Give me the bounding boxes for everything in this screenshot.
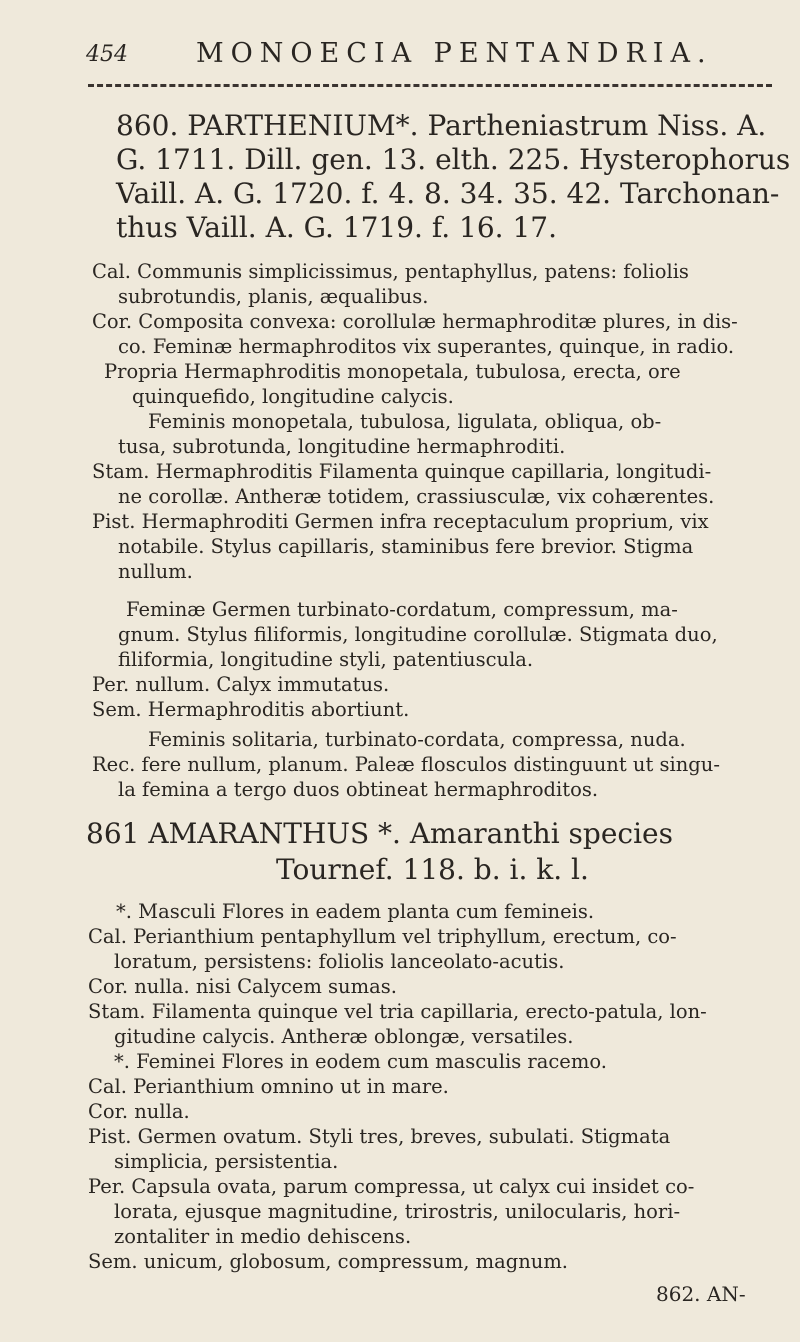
text-line: filiformia, longitudine styli, patentiuscula.	[118, 648, 534, 671]
text-line: Feminis monopetala, tubulosa, ligulata, obliqua, ob-	[148, 410, 662, 433]
text-line: co. Feminæ hermaphroditos vix superantes, quinque, in radio.	[118, 335, 735, 358]
text-line: simplicia, persistentia.	[114, 1150, 339, 1173]
text-line: *. Masculi Flores in eadem planta cum femineis.	[116, 900, 595, 923]
text-line: Per. nullum. Calyx immutatus.	[92, 673, 390, 696]
text-line: loratum, persistens: foliolis lanceolato-acutis.	[114, 950, 565, 973]
text-line: Pist. Hermaphroditi Germen infra receptaculum proprium, vix	[92, 510, 709, 533]
text-line: Rec. fere nullum, planum. Paleæ flosculos distinguunt ut singu-	[92, 753, 720, 776]
text-line: Propria Hermaphroditis monopetala, tubulosa, erecta, ore	[104, 360, 681, 383]
text-line: Tournef. 118. b. i. k. l.	[276, 853, 589, 886]
text-line: la femina a tergo duos obtineat hermaphroditos.	[118, 778, 599, 801]
text-line: subrotundis, planis, æqualibus.	[118, 285, 429, 308]
text-line: tusa, subrotunda, longitudine hermaphroditi.	[118, 435, 566, 458]
text-line: Vaill. A. G. 1720. f. 4. 8. 34. 35. 42. Tarchonan-	[116, 177, 780, 210]
text-line: thus Vaill. A. G. 1719. f. 16. 17.	[116, 211, 557, 244]
text-line: Stam. Filamenta quinque vel tria capillaria, erecto-patula, lon-	[88, 1000, 707, 1023]
text-line: Cor. nulla.	[88, 1100, 190, 1123]
text-line: Cal. Communis simplicissimus, pentaphyllus, patens: foliolis	[92, 260, 689, 283]
text-line: gnum. Stylus filiformis, longitudine corollulæ. Stigmata duo,	[118, 623, 718, 646]
header-rule	[88, 84, 772, 87]
text-line: Sem. unicum, globosum, compressum, magnum.	[88, 1250, 569, 1273]
text-line: 861 AMARANTHUS *. Amaranthi species	[86, 817, 673, 850]
text-line: *. Feminei Flores in eodem cum masculis racemo.	[114, 1050, 607, 1073]
text-line: Cal. Perianthium pentaphyllum vel triphyllum, erectum, co-	[88, 925, 677, 948]
text-line: gitudine calycis. Antheræ oblongæ, versatiles.	[114, 1025, 574, 1048]
text-line: Pist. Germen ovatum. Styli tres, breves, subulati. Stigmata	[88, 1125, 671, 1148]
text-line: ne corollæ. Antheræ totidem, crassiusculæ, vix cohærentes.	[118, 485, 715, 508]
text-line: G. 1711. Dill. gen. 13. elth. 225. Hysterophorus	[116, 143, 791, 176]
text-line: quinquefido, longitudine calycis.	[132, 385, 454, 408]
text-line: 860. PARTHENIUM*. Partheniastrum Niss. A.	[116, 109, 767, 142]
running-header	[86, 38, 766, 74]
text-line: Sem. Hermaphroditis abortiunt.	[92, 698, 410, 721]
text-line: Cor. Composita convexa: corollulæ hermaphroditæ plures, in dis-	[92, 310, 738, 333]
text-line: Cal. Perianthium omnino ut in mare.	[88, 1075, 449, 1098]
text-line: Feminis solitaria, turbinato-cordata, compressa, nuda.	[148, 728, 686, 751]
text-line: zontaliter in medio dehiscens.	[114, 1225, 412, 1248]
text-line: 862. AN-	[656, 1282, 746, 1306]
text-line: lorata, ejusque magnitudine, trirostris, unilocularis, hori-	[114, 1200, 681, 1223]
text-line: nullum.	[118, 560, 193, 583]
running-title: MONOECIA PENTANDRIA.	[196, 38, 713, 69]
text-line: Per. Capsula ovata, parum compressa, ut calyx cui insidet co-	[88, 1175, 695, 1198]
page-number: 454	[86, 42, 128, 67]
text-line: Stam. Hermaphroditis Filamenta quinque capillaria, longitudi-	[92, 460, 712, 483]
text-line: Cor. nulla. nisi Calycem sumas.	[88, 975, 397, 998]
text-line: Feminæ Germen turbinato-cordatum, compressum, ma-	[126, 598, 678, 621]
text-line: notabile. Stylus capillaris, staminibus fere brevior. Stigma	[118, 535, 694, 558]
